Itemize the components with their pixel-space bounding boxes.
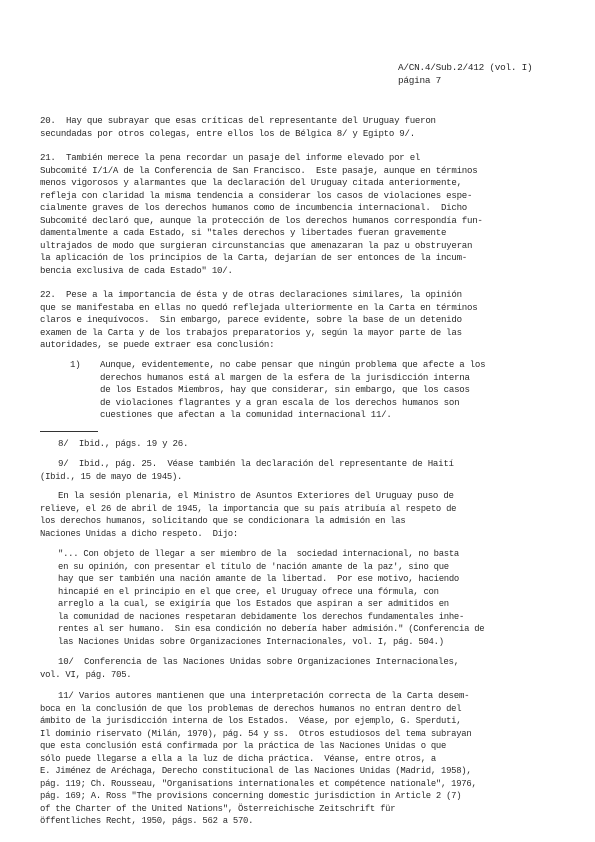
quote-line: arreglo a la cual, se exigiría que los Estados que aspiran a ser admitidos en [58, 599, 449, 609]
text-line: autoridades, se puede extraer esa conclusión: [40, 339, 275, 350]
footnote-text: 11/ Varios autores mantienen que una interpretación correcta de la Carta desem- [58, 690, 470, 701]
footnote-text: pág. 169; A. Ross "The provisions concerning domestic jurisdiction in Article 2 (7) [40, 791, 462, 801]
quote-line: en su opinión, con presentar el título de 'nación amante de la paz', sino que [58, 561, 449, 572]
text-line: Subcomité declaró que, aunque la protección de los derechos humanos correspondía fun- [40, 214, 483, 226]
quote-line: hay que ser también una nación amante de la libertad. Por ese motivo, haciendo [58, 574, 459, 584]
footnote-text: sólo puede llegarse a ella a la luz de dicha práctica. Véanse, entre otros, a [40, 753, 436, 764]
footnote-text: los derechos humanos, solicitando que se condicionara la admisión en las [40, 516, 406, 526]
footnote-text: öffentliches Recht, 1950, págs. 562 a 570. [40, 816, 254, 826]
text-line: ultrajados de modo que surgieran circunstancias que amenazaran la paz u obstruyeran [40, 239, 473, 251]
page-number: página 7 [398, 75, 442, 86]
text-line: 22. Pese a la importancia de ésta y de otras declaraciones similares, la opinión [40, 289, 462, 300]
footnote-text: 9/ Ibid., pág. 25. Véase también la declaración del representante de Haití [58, 458, 454, 469]
text-line: Aunque, evidentemente, no cabe pensar que ningún problema que afecte a los [100, 359, 486, 370]
quote-line: rentes al ser humano. Sin esa condición no debería haber admisión." (Conferencia de [58, 624, 485, 634]
text-line: refleja con claridad la misma tendencia a considerar los casos de violaciones espe- [40, 189, 473, 201]
footnote-text: Naciones Unidas a dicho respeto. Dijo: [40, 528, 238, 539]
text-line: 20. Hay que subrayar que esas críticas del representante del Uruguay fueron [40, 115, 436, 126]
document-reference: A/CN.4/Sub.2/412 (vol. I) [398, 62, 533, 73]
footnote-text: que esta conclusión está confirmada por la práctica de las Naciones Unidas o que [40, 741, 447, 751]
footnote-text: E. Jiménez de Aréchaga, Derecho constitucional de las Naciones Unidas (Madrid, 1958), [40, 766, 472, 776]
text-line: Subcomité I/1/A de la Conferencia de San Francisco. Este pasaje, aunque en términos [40, 164, 478, 176]
footnote-text: boca en la conclusión de que los problemas de derechos humanos no entran dentro del [40, 703, 462, 714]
footnote-text: (Ibid., 15 de mayo de 1945). [40, 471, 183, 482]
footnote-text: of the Charter of the United Nations", Österreichische Zeitschrift für [40, 803, 396, 814]
footnote-text: vol. VI, pág. 705. [40, 669, 132, 680]
footnote-text: 10/ Conferencia de las Naciones Unidas sobre Organizaciones Internacionales, [58, 656, 459, 667]
text-line: secundadas por otros colegas, entre ellos los de Bélgica 8/ y Egipto 9/. [40, 128, 415, 139]
text-line: cialmente graves de los derechos humanos como de incumbencia internacional. Dicho [40, 202, 467, 213]
footnote-divider [40, 431, 98, 432]
footnote-text: En la sesión plenaria, el Ministro de Asuntos Exteriores del Uruguay puso de [58, 490, 454, 501]
text-line: que se manifestaba en ellas no quedó reflejada ulteriormente en la Carta en términos [40, 301, 478, 313]
text-line: bencia exclusiva de cada Estado" 10/. [40, 264, 233, 276]
text-line: menos vigorosos y alarmantes que la declaración del Uruguay citada anteriormente, [40, 177, 462, 188]
footnote-text: ámbito de la jurisdicción interna de los Estados. Véase, por ejemplo, G. Sperduti, [40, 716, 462, 726]
footnote-text: relieve, el 26 de abril de 1945, la importancia que su país atribuía al respeto de [40, 503, 457, 514]
footnote-text: 8/ Ibid., págs. 19 y 26. [58, 438, 189, 449]
text-line: 21. También merece la pena recordar un pasaje del informe elevado por el [40, 152, 421, 163]
text-line: cuestiones que afectan a la comunidad internacional 11/. [100, 409, 392, 420]
quote-line: la comunidad de naciones respetaran debidamente los derechos fundamentales inhe- [58, 611, 465, 622]
text-line: de los Estados Miembros, hay que considerar, sin embargo, que los casos [100, 384, 470, 395]
text-line: claros e inequívocos. Sin embargo, parece evidente, sobre la base de un detenido [40, 314, 462, 325]
text-line: damentalmente a cada Estado, si "tales derechos y libertades fueran gravemente [40, 227, 447, 238]
text-line: la aplicación de los principios de la Carta, dejarían de ser entonces de la incum- [40, 252, 467, 263]
item-number: 1) [70, 359, 81, 370]
text-line: derechos humanos está al margen de la esfera de la jurisdicción interna [100, 371, 470, 383]
quote-line: las Naciones Unidas sobre Organizaciones Internacionales, vol. I, pág. 504.) [58, 636, 444, 647]
footnote-text: pág. 119; Ch. Rousseau, "Organisations internationales et compétence nationale", 1976, [40, 778, 477, 789]
quote-line: "... Con objeto de llegar a ser miembro de la sociedad internacional, no basta [58, 549, 459, 559]
quote-line: hincapié en el principio en el que cree, el Uruguay ofrece una fórmula, con [58, 586, 439, 597]
text-line: examen de la Carta y de los trabajos preparatorios y, según la mayor parte de las [40, 326, 462, 338]
text-line: de violaciones flagrantes y a gran escala de los derechos humanos son [100, 396, 460, 408]
footnote-text: Il dominio riservato (Milán, 1970), pág. 54 y ss. Otros estudiosos del tema subrayan [40, 728, 472, 739]
